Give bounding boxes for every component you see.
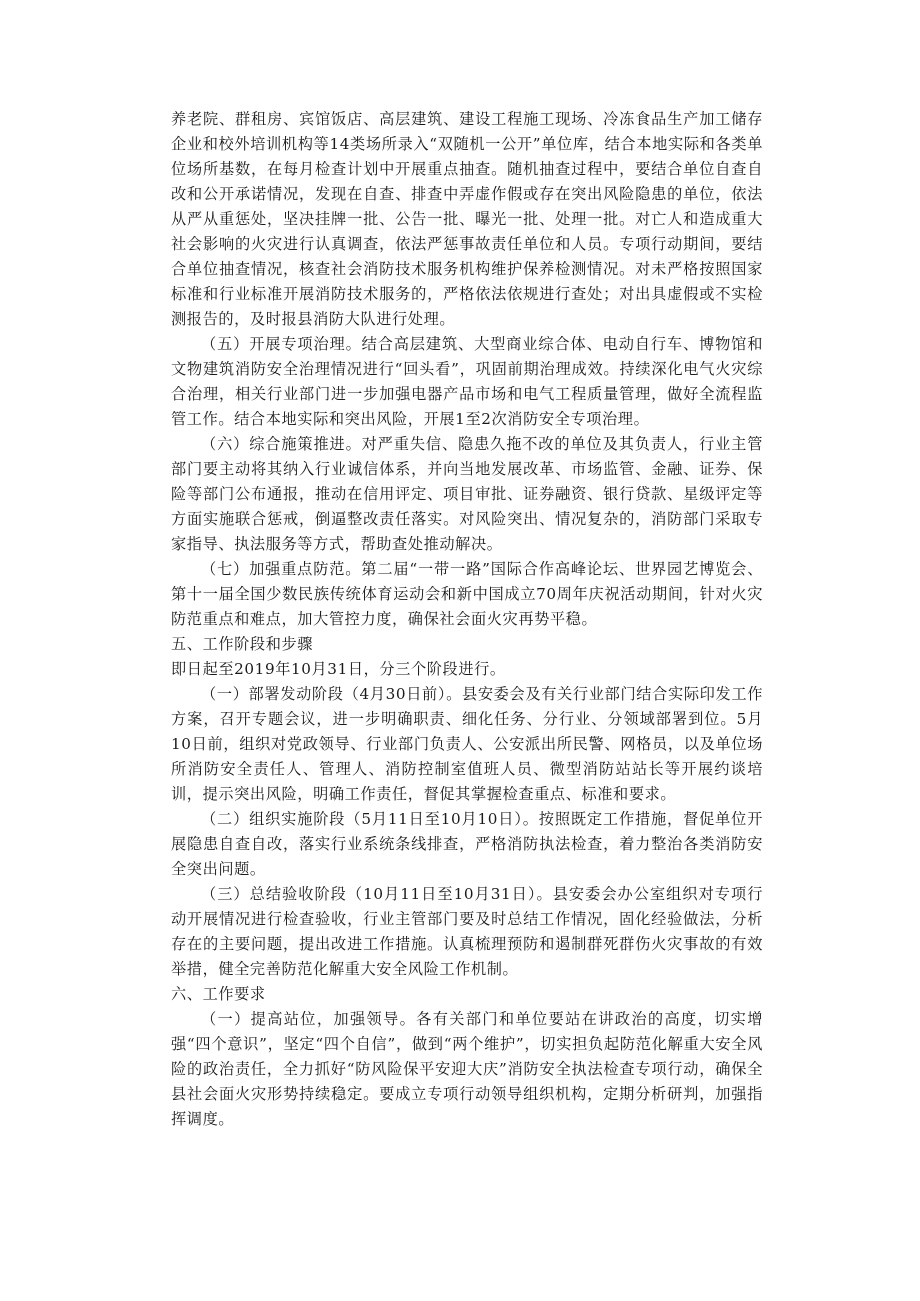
paragraph-stage-intro: 即日起至2019年10月31日，分三个阶段进行。 (171, 660, 506, 678)
paragraph-stage-deploy: （一）部署发动阶段（4月30日前）。县安委会及有关行业部门结合实际印发工作方案，召开专题会议，进一步明确职责、细化任务、分行业、分领域部署到位。5月10日前，组织对党政领导、行业部门负责人、公安派出所民警、网格员，以及单位场所消防安全责任人、管理人、消防控制室值班人员、微型消防站站长等开展约谈培训，提示突出风险，明确工作责任，督促其掌握检查重点、标准和要求。 (171, 685, 763, 803)
paragraph-key-prevention: （七）加强重点防范。第二届“一带一路”国际合作高峰论坛、世界园艺博览会、第十一届全国少数民族传统体育运动会和新中国成立70周年庆祝活动期间，针对火灾防范重点和难点，加大管控力度，确保社会面火灾再势平稳。 (171, 560, 763, 628)
paragraph-comprehensive-measures: （六）综合施策推进。对严重失信、隐患久拖不改的单位及其负责人，行业主管部门要主动将其纳入行业诚信体系，并向当地发展改革、市场监管、金融、证券、保险等部门公布通报，推动在信用评定、项目审批、证券融资、银行贷款、星级评定等方面实施联合惩戒，倒逼整改责任落实。对风险突出、情况复杂的，消防部门采取专家指导、执法服务等方式，帮助查处推动解决。 (171, 435, 763, 553)
document-page (171, 107, 763, 1132)
paragraph-stage-implement: （二）组织实施阶段（5月11日至10月10日）。按照既定工作措施，督促单位开展隐患自查自改，落实行业系统条线排查，严格消防执法检查，着力整治各类消防安全突出问题。 (171, 810, 763, 878)
section-heading-stages: 五、工作阶段和步骤 (171, 635, 314, 653)
section-heading-requirements: 六、工作要求 (171, 985, 266, 1003)
paragraph-leadership: （一）提高站位，加强领导。各有关部门和单位要站在讲政治的高度，切实增强“四个意识”，坚定“四个自信”，做到“两个维护”，切实担负起防范化解重大安全风险的政治责任，全力抓好“防风险保平安迎大庆”消防安全执法检查专项行动，确保全县社会面火灾形势持续稳定。要成立专项行动领导组织机构，定期分析研判，加强指挥调度。 (171, 1010, 763, 1128)
paragraph-fourteen-venues: 养老院、群租房、宾馆饭店、高层建筑、建设工程施工现场、冷冻食品生产加工储存企业和校外培训机构等14类场所录入“双随机一公开”单位库，结合本地实际和各类单位场所基数，在每月检查计划中开展重点抽查。随机抽查过程中，要结合单位自查自改和公开承诺情况，发现在自查、排查中弄虚作假或存在突出风险隐患的单位，依法从严从重惩处，坚决挂牌一批、公告一批、曝光一批、处理一批。对亡人和造成重大社会影响的火灾进行认真调查，依法严惩事故责任单位和人员。专项行动期间，要结合单位抽查情况，核查社会消防技术服务机构维护保养检测情况。对未严格按照国家标准和行业标准开展消防技术服务的，严格依法依规进行查处；对出具虚假或不实检测报告的，及时报县消防大队进行处理。 (171, 110, 763, 328)
paragraph-stage-summary: （三）总结验收阶段（10月11日至10月31日）。县安委会办公室组织对专项行动开展情况进行检查验收，行业主管部门要及时总结工作情况，固化经验做法，分析存在的主要问题，提出改进工作措施。认真梳理预防和遏制群死群伤火灾事故的有效举措，健全完善防范化解重大安全风险工作机制。 (171, 885, 763, 978)
paragraph-special-governance: （五）开展专项治理。结合高层建筑、大型商业综合体、电动自行车、博物馆和文物建筑消防安全治理情况进行“回头看”，巩固前期治理成效。持续深化电气火灾综合治理，相关行业部门进一步加强电器产品市场和电气工程质量管理，做好全流程监管工作。结合本地实际和突出风险，开展1至2次消防安全专项治理。 (171, 335, 763, 428)
